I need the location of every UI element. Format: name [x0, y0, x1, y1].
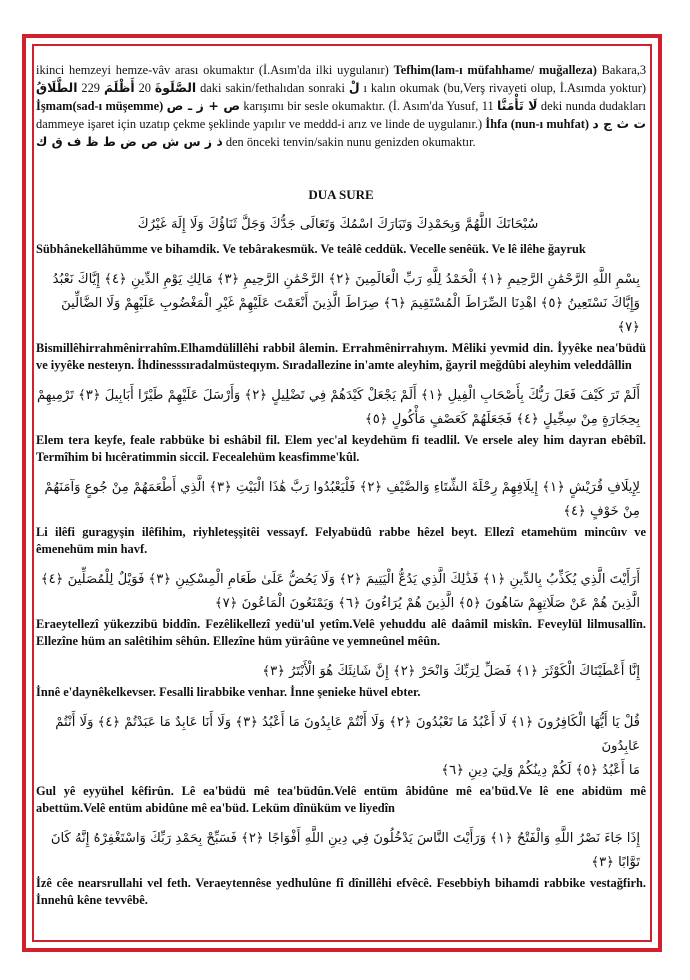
page-title: DUA SURE	[308, 187, 374, 202]
arabic-line: إِذَا جَاءَ نَصْرُ اللَّهِ وَالْفَتْحُ ﴿١﴾ وَرَأَيْتَ النَّاسَ يَدْخُلُونَ فِي دِينِ اللَّهِ أَفْوَاجًا ﴿٢﴾ فَسَبِّحْ بِحَمْدِ رَبِّكَ وَاسْتَغْفِرْهُ إِنَّهُ كَانَ تَوَّابًا ﴿٣﴾	[50, 831, 640, 870]
arabic-line: وَإِيَّاكَ نَسْتَعِينُ ﴿٥﴾ اهْدِنَا الصِّرَاطَ الْمُسْتَقِيمَ ﴿٦﴾ صِرَاطَ الَّذِينَ أَنْعَمْتَ عَلَيْهِمْ غَيْرِ الْمَغْضُوبِ عَلَيْهِمْ وَلَا الضَّالِّينَ ﴿٧﴾	[61, 296, 640, 335]
arabic-line: الَّذِينَ هُمْ عَنْ صَلَاتِهِمْ سَاهُونَ ﴿٥﴾ الَّذِينَ هُمْ يُرَاءُونَ ﴿٦﴾ وَيَمْنَعُونَ الْمَاعُونَ ﴿٧﴾	[214, 596, 640, 611]
arabic-line: بِحِجَارَةٍ مِنْ سِجِّيلٍ ﴿٤﴾ فَجَعَلَهُمْ كَعَصْفٍ مَأْكُولٍ ﴿٥﴾	[365, 412, 640, 427]
arabic-line: بِسْمِ اللَّهِ الرَّحْمَٰنِ الرَّحِيمِ ﴿١﴾ الْحَمْدُ لِلَّهِ رَبِّ الْعَالَمِينَ ﴿٢﴾ الرَّحْمَٰنِ الرَّحِيمِ ﴿٣﴾ مَالِكِ يَوْمِ الدِّينِ ﴿٤﴾ إِيَّاكَ نَعْبُدُ	[52, 272, 640, 287]
arabic-letters: ص + ز ـ ص	[166, 98, 241, 113]
transliteration: İzê cêe nearsrullahi vel feth. Veraeytennêse yedhulûne fî dînillêhi efvêcê. Fesebbiyh bihamdi rabbike vestağfirh. İnnehû kêne tevvêbê.	[36, 876, 646, 907]
intro-text: karışımı bir sesle okumaktır. (İ. Asım'da Yusuf, 11	[240, 99, 498, 113]
transliteration: Eraeytellezî yükezzibü biddîn. Fezêlikellezî yedü'ul yetîm.Velê yehuddu alê daâmil miskîn. Feveylül lilmusallîn. Ellezîne hüm an salêtihim sêhûn. Ellezîne hüm yürâûne ve yemneûnel mêûn.	[36, 617, 646, 648]
transliteration: İnnê e'daynêkelkevser. Fesalli lirabbike venhar. İnne şenieke hüvel ebter.	[36, 685, 421, 699]
arabic-line: سُبْحَانَكَ اللَّهُمَّ وَبِحَمْدِكَ وَتَبَارَكَ اسْمُكَ وَتَعَالَى جَدُّكَ وَجَلَّ ثَنَاؤُكَ وَلَا إِلَهَ غَيْرُكَ	[137, 217, 539, 232]
transliteration: Sübhânekellâhümme ve bihamdik. Ve tebârakesmük. Ve teâlê ceddük. Vecelle senêük. Ve lê ilêhe ğayruk	[36, 242, 586, 256]
transliteration: Li ilêfi guragyşin ilêfihim, riyhleteşşitêi vessayf. Felyabüdû rabbe hêzel beyt. Ellezî etamehüm mincûıv ve êmenehüm min havf.	[36, 525, 646, 556]
arabic-letter: لْ	[348, 80, 360, 95]
arabic-letters: ت ث ج د ذ ز س ش ص ض ط ظ ف ق ك	[36, 116, 646, 149]
intro-text: ı kalın okumak (bu,Verş rivayeti olup, İ.Asımda yoktur)	[359, 81, 646, 95]
arabic-word: الطَّلَاقُ	[36, 80, 78, 95]
intro-text: ikinci hemzeyi hemze-vâv arası okumaktır (İ.Asım'da ilki uygulanır)	[36, 63, 394, 77]
arabic-line: لِإِيلَافِ قُرَيْشٍ ﴿١﴾ إِيلَافِهِمْ رِحْلَةَ الشِّتَاءِ وَالصَّيْفِ ﴿٢﴾ فَلْيَعْبُدُوا رَبَّ هَٰذَا الْبَيْتِ ﴿٣﴾ الَّذِي أَطْعَمَهُمْ مِنْ جُوعٍ وَآمَنَهُمْ مِنْ خَوْفٍ ﴿٤﴾	[44, 480, 640, 519]
arabic-line: قُلْ يَا أَيُّهَا الْكَافِرُونَ ﴿١﴾ لَا أَعْبُدُ مَا تَعْبُدُونَ ﴿٢﴾ وَلَا أَنْتُمْ عَابِدُونَ مَا أَعْبُدُ ﴿٣﴾ وَلَا أَنَا عَابِدٌ مَا عَبَدْتُمْ ﴿٤﴾ وَلَا أَنْتُمْ عَابِدُونَ	[55, 715, 640, 754]
intro-text: deki nunda dudakları dammeye işaret için uzatıp çekme şeklinde yapılır ve meddd-i arız ve linde de uygulanır.)	[36, 99, 647, 131]
intro-text: daki sakin/fethalıdan sonraki	[196, 81, 349, 95]
term-ihfa: İhfa (nun-ı muhfat)	[485, 117, 590, 131]
intro-text: den önceki tenvin/sakin nunu genizden okumaktır.	[222, 135, 476, 149]
arabic-line: إِنَّا أَعْطَيْنَاكَ الْكَوْثَرَ ﴿١﴾ فَصَلِّ لِرَبِّكَ وَانْحَرْ ﴿٢﴾ إِنَّ شَانِئَكَ هُوَ الْأَبْتَرُ ﴿٣﴾	[262, 664, 640, 679]
term-tefhim: Tefhim(lam-ı müfahhame/ muğalleza)	[393, 63, 597, 77]
document-body	[36, 62, 646, 919]
intro-text: 20	[134, 81, 155, 95]
arabic-line: أَرَأَيْتَ الَّذِي يُكَذِّبُ بِالدِّينِ ﴿١﴾ فَذَٰلِكَ الَّذِي يَدُعُّ الْيَتِيمَ ﴿٢﴾ وَلَا يَحُضُّ عَلَىٰ طَعَامِ الْمِسْكِينِ ﴿٣﴾ فَوَيْلٌ لِلْمُصَلِّينَ ﴿٤﴾	[40, 572, 640, 587]
intro-text: Bakara,3	[596, 63, 647, 77]
intro-paragraph	[36, 62, 646, 151]
arabic-word: أَظْلَمَ	[103, 80, 135, 95]
intro-text: 229	[77, 81, 104, 95]
arabic-line: مَا أَعْبُدُ ﴿٥﴾ لَكُمْ دِينُكُمْ وَلِيَ دِينِ ﴿٦﴾	[441, 763, 640, 778]
arabic-line: أَلَمْ تَرَ كَيْفَ فَعَلَ رَبُّكَ بِأَصْحَابِ الْفِيلِ ﴿١﴾ أَلَمْ يَجْعَلْ كَيْدَهُمْ فِي تَضْلِيلٍ ﴿٢﴾ وَأَرْسَلَ عَلَيْهِمْ طَيْرًا أَبَابِيلَ ﴿٣﴾ تَرْمِيهِمْ	[37, 388, 640, 403]
term-ismam: İşmam(sad-ı müşemme)	[36, 99, 164, 113]
transliteration: Gul yê eyyühel kêfirûn. Lê ea'büdü mê tea'büdûn.Velê entüm âbidûne mê ea'büd.Ve lê ene abidüm mê abettüm.Velê entüm abidûne mê ea'büd. Leküm dînüküm ve liyedîn	[36, 784, 646, 815]
arabic-word: الصَّلَوةَ	[154, 80, 197, 95]
transliteration: Bismillêhirrahmênirrahîm.Elhamdülillêhi rabbil âlemin. Errahmênirrahıym. Mêliki yevmid din. İyyêke nea'büdü ve iyyêke nesteıyn. İhdinesssıradalmüsteqıym. Sıradallezine in'amte aleyhim, ğayril meğdûbi aleyhim veleddâllin	[36, 341, 646, 372]
transliteration: Elem tera keyfe, feale rabbüke bi eshâbil fil. Elem yec'al keydehüm fi teadlil. Ve ersele aley him dayran ebêbîl. Termîhim bi hıcêratimmin siccil. Fecealehüm keasfimme'kûl.	[36, 433, 646, 464]
arabic-word: لَا تَأْمَنَّا	[497, 98, 538, 113]
